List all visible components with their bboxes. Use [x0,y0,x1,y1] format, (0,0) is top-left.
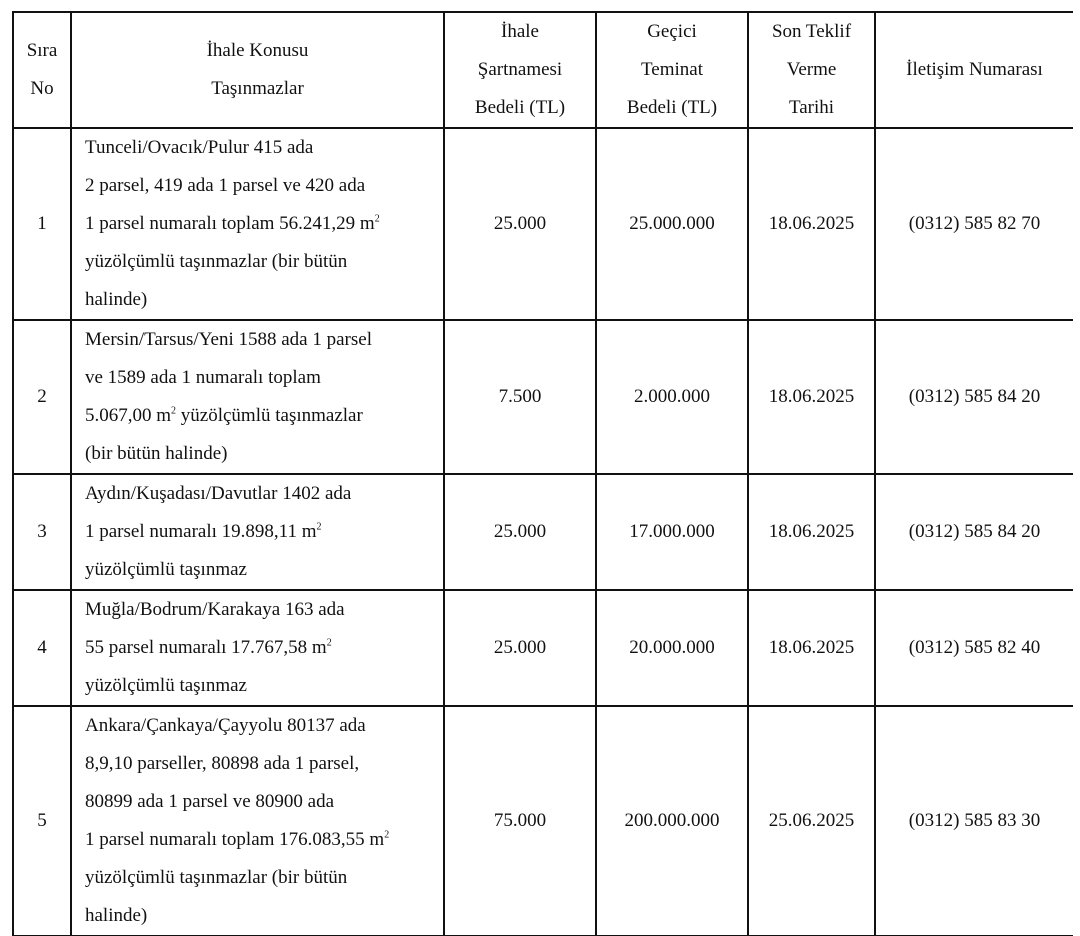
table-row [13,706,1073,936]
cell-ihale-konusu [71,128,444,320]
desc-line: 8,9,10 parseller, 80898 ada 1 parsel, [85,753,360,774]
header-text: Teminat [641,59,703,80]
table-row [13,128,1073,320]
superscript: 2 [374,213,380,225]
cell-son-teklif-tarihi: 18.06.2025 [748,590,875,706]
desc-line: Mersin/Tarsus/Yeni 1588 ada 1 parsel [85,329,372,350]
cell-ihale-konusu [71,590,444,706]
desc-line: 80899 ada 1 parsel ve 80900 ada [85,791,335,812]
desc-line: 2 parsel, 419 ada 1 parsel ve 420 ada [85,175,366,196]
ihale-table [12,11,1073,936]
header-text: Verme [786,59,837,80]
header-sartname-bedeli [444,12,596,128]
header-ihale-konusu [71,12,444,128]
superscript: 2 [316,521,322,533]
desc-line: yüzölçümlü taşınmazlar (bir bütün [85,251,348,272]
desc-line: (bir bütün halinde) [85,443,228,464]
cell-sartname-bedeli: 25.000 [444,474,596,590]
desc-line: Aydın/Kuşadası/Davutlar 1402 ada [85,483,352,504]
table-row [13,320,1073,474]
cell-iletisim-numarasi: (0312) 585 82 40 [875,590,1073,706]
page-frame [12,11,1073,936]
desc-line: 1 parsel numaralı toplam 56.241,29 $m^2$ [85,213,380,234]
desc-line: Ankara/Çankaya/Çayyolu 80137 ada [85,715,366,736]
cell-gecici-teminat: 25.000.000 [596,128,748,320]
header-sira-no [13,12,71,128]
cell-ihale-konusu [71,320,444,474]
header-text: No [30,78,54,99]
header-text: İhale Konusu [206,40,309,61]
desc-line: 1 parsel numaralı toplam 176.083,55 $m^2$ [85,829,390,850]
desc-line: 1 parsel numaralı 19.898,11 $m^2$ [85,521,322,542]
header-iletisim-numarasi [875,12,1073,128]
cell-sira-no: 5 [13,706,71,936]
table-row [13,590,1073,706]
desc-line: Tunceli/Ovacık/Pulur 415 ada [85,137,314,158]
cell-sira-no: 1 [13,128,71,320]
cell-sira-no: 4 [13,590,71,706]
superscript: 2 [171,405,177,417]
cell-ihale-konusu [71,706,444,936]
cell-sira-no: 2 [13,320,71,474]
desc-line: yüzölçümlü taşınmazlar (bir bütün [85,867,348,888]
header-text: Son Teklif [771,21,852,42]
header-text: İletişim Numarası [906,59,1043,80]
header-row [13,12,1073,128]
desc-line: halinde) [85,905,148,926]
cell-sartname-bedeli: 75.000 [444,706,596,936]
header-text: Bedeli (TL) [474,97,566,118]
cell-son-teklif-tarihi: 25.06.2025 [748,706,875,936]
header-text: Geçici [647,21,697,42]
superscript: 2 [326,637,332,649]
cell-gecici-teminat: 20.000.000 [596,590,748,706]
header-text: Şartnamesi [477,59,563,80]
cell-son-teklif-tarihi: 18.06.2025 [748,128,875,320]
header-text: Tarihi [788,97,835,118]
cell-son-teklif-tarihi: 18.06.2025 [748,474,875,590]
desc-line: yüzölçümlü taşınmaz [85,559,247,580]
cell-ihale-konusu [71,474,444,590]
cell-sartname-bedeli: 25.000 [444,128,596,320]
cell-gecici-teminat: 200.000.000 [596,706,748,936]
header-text: Bedeli (TL) [626,97,718,118]
header-text: İhale [501,21,539,42]
desc-line: 5.067,00 $m^2$ yüzölçümlü taşınmazlar [85,405,363,426]
cell-gecici-teminat: 2.000.000 [596,320,748,474]
table-row [13,474,1073,590]
cell-sartname-bedeli: 7.500 [444,320,596,474]
desc-line: yüzölçümlü taşınmaz [85,675,247,696]
superscript: 2 [384,829,390,841]
cell-son-teklif-tarihi: 18.06.2025 [748,320,875,474]
cell-iletisim-numarasi: (0312) 585 84 20 [875,320,1073,474]
cell-sartname-bedeli: 25.000 [444,590,596,706]
cell-sira-no: 3 [13,474,71,590]
desc-line: ve 1589 ada 1 numaralı toplam [85,367,321,388]
desc-line: 55 parsel numaralı 17.767,58 $m^2$ [85,637,332,658]
cell-gecici-teminat: 17.000.000 [596,474,748,590]
header-son-teklif-tarihi [748,12,875,128]
cell-iletisim-numarasi: (0312) 585 82 70 [875,128,1073,320]
header-text: Taşınmazlar [211,78,304,99]
desc-line: halinde) [85,289,148,310]
header-text: Sıra [26,40,58,61]
desc-line: Muğla/Bodrum/Karakaya 163 ada [85,599,345,620]
cell-iletisim-numarasi: (0312) 585 84 20 [875,474,1073,590]
cell-iletisim-numarasi: (0312) 585 83 30 [875,706,1073,936]
header-gecici-teminat [596,12,748,128]
